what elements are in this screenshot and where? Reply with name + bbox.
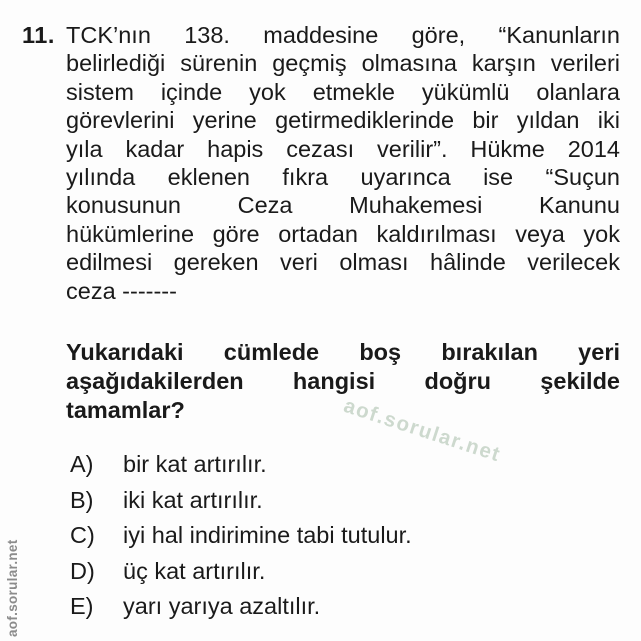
question-body-line: yıla kadar hapis cezası verilir”. Hükme 2014 (66, 135, 620, 162)
question-body-line: edilmesi gereken veri olması hâlinde verilecek (66, 249, 620, 276)
question-prompt-line: aşağıdakilerden hangisi doğru şekilde (66, 368, 620, 394)
watermark-side: aof.sorular.net (5, 539, 20, 637)
answer-option-c[interactable] (70, 523, 610, 547)
option-letter: A) (70, 451, 94, 477)
answer-option-a[interactable] (70, 452, 610, 476)
question-prompt (66, 338, 620, 425)
option-letter: E) (70, 593, 94, 619)
question-prompt-line: tamamlar? (66, 397, 185, 423)
option-text: üç kat artırılır. (123, 557, 266, 584)
question-body-line-blank: ceza ------- (66, 277, 177, 304)
question-body-line: konusunun Ceza Muhakemesi Kanunu (66, 192, 620, 219)
question-number: 11. (22, 22, 55, 48)
answer-option-d[interactable] (70, 559, 610, 583)
answer-option-b[interactable] (70, 488, 610, 512)
question-body-line: görevlerini yerine getirmediklerinde bir yıldan iki (66, 107, 620, 134)
question-body-line: sistem içinde yok etmekle yükümlü olanlara (66, 78, 620, 105)
option-text: yarı yarıya azaltılır. (123, 593, 321, 619)
question-body-line: TCK’nın 138. maddesine göre, “Kanunların (66, 22, 620, 48)
watermark-diagonal: aof.sorular.net (340, 394, 504, 467)
option-letter: D) (70, 557, 95, 584)
option-letter: C) (70, 522, 95, 548)
question-body-line: belirlediği sürenin geçmiş olmasına karşın verileri (66, 50, 620, 77)
option-text: bir kat artırılır. (123, 451, 267, 477)
options-list (70, 452, 610, 630)
option-text: iki kat artırılır. (123, 486, 263, 513)
answer-option-e[interactable] (70, 594, 610, 618)
option-text: iyi hal indirimine tabi tutulur. (123, 522, 412, 548)
option-letter: B) (70, 486, 94, 513)
question-body-line: yılında eklenen fıkra uyarınca ise “Suçun (66, 163, 620, 190)
question-body-line: hükümlerine göre ortadan kaldırılması veya yok (66, 220, 620, 247)
question-body (66, 21, 620, 305)
question-prompt-line: Yukarıdaki cümlede boş bırakılan yeri (66, 339, 620, 365)
